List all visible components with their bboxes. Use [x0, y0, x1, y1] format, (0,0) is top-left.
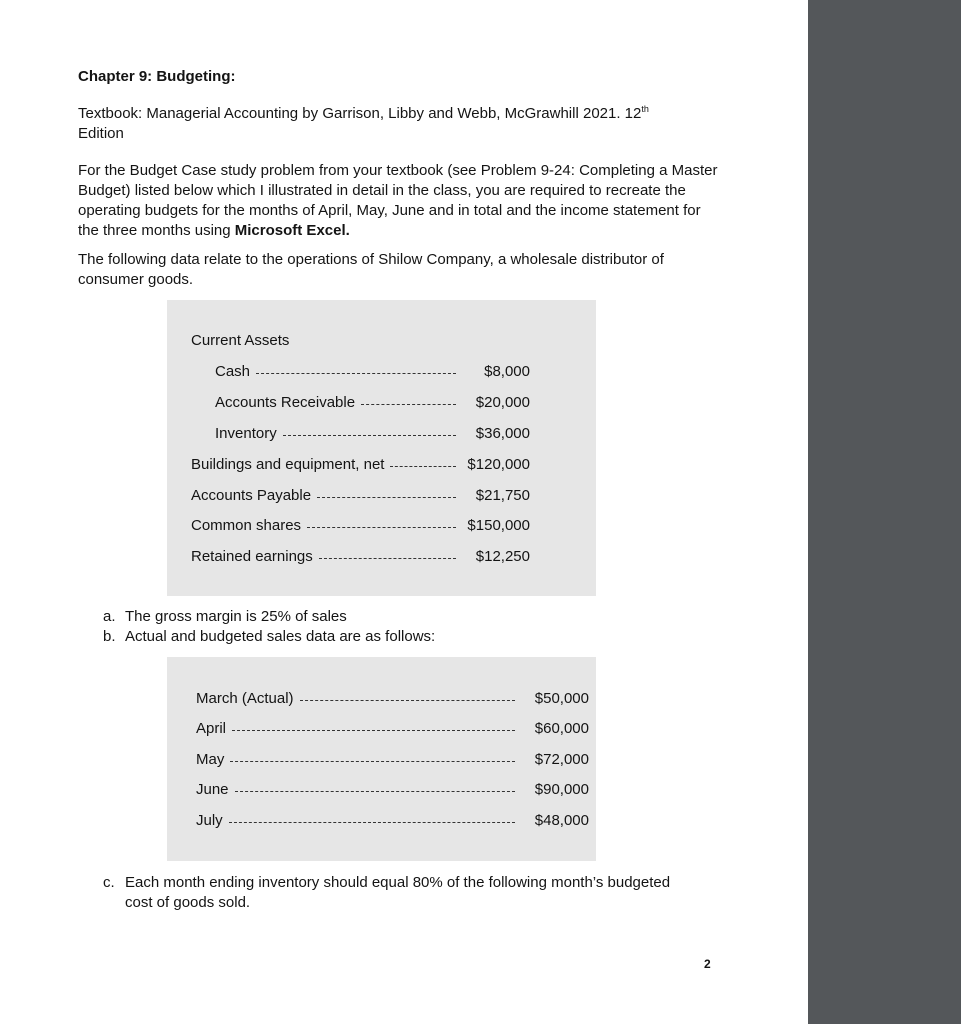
list-text: The gross margin is 25% of sales: [125, 608, 347, 625]
textbook-reference: [78, 104, 738, 144]
sales-row-june: [196, 780, 589, 800]
sales-row-value: $50,000: [534, 690, 589, 707]
list-text: Each month ending inventory should equal 80% of the following month’s budgeted cost of goods sold.: [125, 874, 671, 911]
dash-leader: [232, 730, 515, 731]
list-marker: c.: [103, 874, 115, 891]
sales-row-april: [196, 719, 589, 739]
balance-row-label: Inventory: [215, 425, 277, 442]
dash-leader: [230, 761, 515, 762]
chapter-heading: Chapter 9: Budgeting:: [78, 68, 236, 85]
sales-row-label: June: [196, 781, 229, 798]
sales-row-value: $48,000: [534, 812, 589, 829]
list-text: Actual and budgeted sales data are as follows:: [125, 628, 436, 645]
edition-text: Edition: [78, 125, 124, 142]
dash-leader: [256, 373, 456, 374]
list-marker: a.: [103, 608, 116, 625]
sales-row-label: March (Actual): [196, 690, 294, 707]
balance-row-label: Cash: [215, 363, 251, 380]
notes-list-c: [103, 873, 673, 913]
list-item: [103, 873, 673, 913]
dash-leader: [235, 791, 515, 792]
intro-paragraph: [78, 161, 718, 241]
list-item: [103, 607, 435, 627]
list-item: [103, 627, 435, 647]
balance-row-buildings: [191, 455, 530, 475]
sales-row-label: April: [196, 720, 227, 737]
data-intro-paragraph: The following data relate to the operations of Shilow Company, a wholesale distributor of consumer goods.: [78, 251, 664, 288]
dash-leader: [307, 527, 456, 528]
sales-row-july: [196, 811, 589, 831]
balance-row-retained-earnings: [191, 547, 530, 567]
viewer-side-gutter: [808, 0, 961, 1024]
balance-row-value: $8,000: [484, 363, 530, 380]
list-marker: b.: [103, 628, 116, 645]
sales-row-value: $90,000: [534, 781, 589, 798]
sales-row-value: $72,000: [534, 751, 589, 768]
sales-row-value: $60,000: [534, 720, 589, 737]
balance-row-inventory: [215, 424, 530, 444]
sales-row-may: [196, 750, 589, 770]
balance-row-cash: [215, 362, 530, 382]
balance-row-accounts-payable: [191, 486, 530, 506]
dash-leader: [361, 404, 456, 405]
textbook-text: Textbook: Managerial Accounting by Garrison, Libby and Webb, McGrawhill 2021. 12: [78, 105, 642, 122]
sales-row-label: May: [196, 751, 225, 768]
sales-row-march: [196, 689, 589, 709]
sales-row-label: July: [196, 812, 223, 829]
balance-row-label: Retained earnings: [191, 548, 313, 565]
intro-bold-text: Microsoft Excel.: [234, 222, 350, 239]
balance-row-label: Accounts Receivable: [215, 394, 356, 411]
balance-row-label: Common shares: [191, 517, 302, 534]
dash-leader: [317, 497, 456, 498]
balance-row-value: $120,000: [467, 456, 530, 473]
balance-row-label: Buildings and equipment, net: [191, 456, 385, 473]
balance-row-value: $150,000: [467, 517, 530, 534]
balance-row-common-shares: [191, 516, 530, 536]
balance-row-value: $12,250: [475, 548, 530, 565]
dash-leader: [390, 466, 456, 467]
balance-row-accounts-receivable: [215, 393, 530, 413]
intro-text: For the Budget Case study problem from your textbook (see Problem 9-24: Completing a Master Budget) listed below which I illustrated in detail in the class, you are required to recreate the operating budgets for the months of April, May, June and in total and the income statement for the three months using: [78, 162, 718, 239]
dash-leader: [319, 558, 456, 559]
balance-row-value: $20,000: [475, 394, 530, 411]
dash-leader: [283, 435, 456, 436]
current-assets-title: Current Assets: [191, 332, 290, 349]
notes-list-ab: [103, 607, 435, 647]
balance-row-value: $36,000: [475, 425, 530, 442]
page-number: 2: [704, 957, 711, 971]
balance-row-label: Accounts Payable: [191, 487, 312, 504]
balance-row-value: $21,750: [475, 487, 530, 504]
dash-leader: [300, 700, 515, 701]
dash-leader: [229, 822, 515, 823]
edition-superscript: th: [641, 104, 649, 114]
